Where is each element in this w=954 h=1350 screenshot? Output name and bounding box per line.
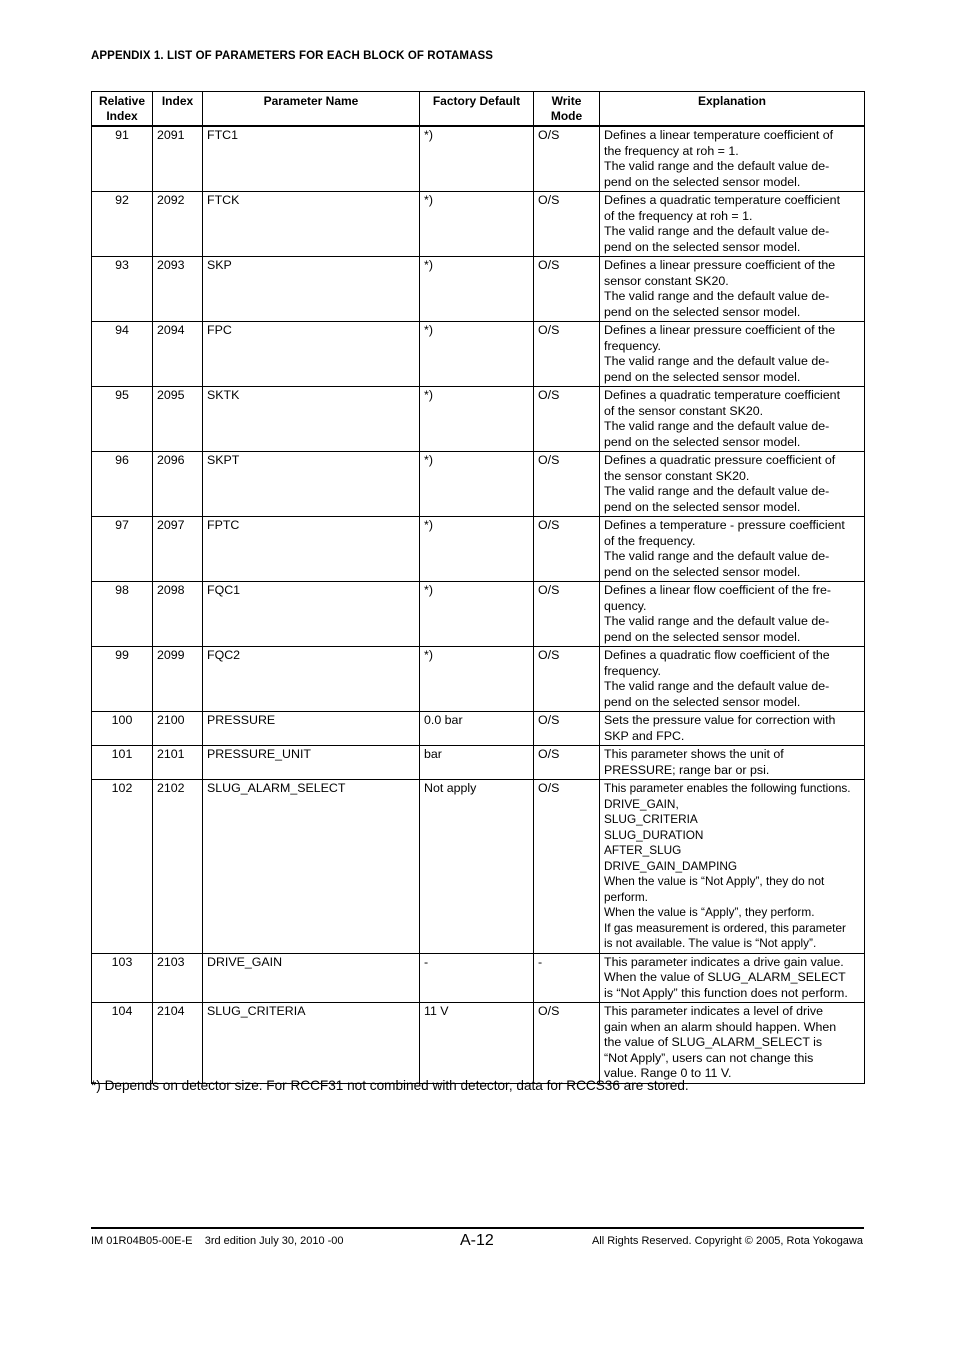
footer-divider	[91, 1227, 864, 1229]
relative-index-cell: 97	[92, 517, 153, 582]
table-row	[92, 192, 865, 257]
table-row	[92, 126, 865, 192]
relative-index-cell: 103	[92, 953, 153, 1003]
parameter-name-cell: FQC1	[203, 582, 420, 647]
factory-default-cell: *)	[420, 322, 534, 387]
factory-default-cell: -	[420, 953, 534, 1003]
write-mode-cell: O/S	[534, 780, 600, 954]
parameter-name-cell: FPTC	[203, 517, 420, 582]
factory-default-cell: Not apply	[420, 780, 534, 954]
write-mode-cell: O/S	[534, 712, 600, 746]
parameter-name-cell: SKTK	[203, 387, 420, 452]
relative-index-cell: 101	[92, 746, 153, 780]
explanation-cell: Sets the pressure value for correction with SKP and FPC.	[600, 712, 865, 746]
index-cell: 2099	[153, 647, 203, 712]
index-cell: 2102	[153, 780, 203, 954]
table-row	[92, 780, 865, 954]
table-row	[92, 517, 865, 582]
relative-index-cell: 100	[92, 712, 153, 746]
parameter-table	[91, 91, 865, 1084]
relative-index-cell: 95	[92, 387, 153, 452]
explanation-cell: Defines a linear pressure coefficient of the frequency. The valid range and the default value de- pend on the selected sensor model.	[600, 322, 865, 387]
factory-default-cell: *)	[420, 517, 534, 582]
parameter-name-cell: SKP	[203, 257, 420, 322]
footer-document-id: IM 01R04B05-00E-E 3rd edition July 30, 2010 -00	[91, 1235, 344, 1247]
explanation-cell: Defines a quadratic flow coefficient of the frequency. The valid range and the default value de- pend on the selected sensor model.	[600, 647, 865, 712]
index-cell: 2096	[153, 452, 203, 517]
explanation-cell: Defines a linear pressure coefficient of the sensor constant SK20. The valid range and the default value de- pend on the selected sensor model.	[600, 257, 865, 322]
parameter-name-cell: FTCK	[203, 192, 420, 257]
write-mode-cell: O/S	[534, 452, 600, 517]
explanation-cell: Defines a quadratic pressure coefficient of the sensor constant SK20. The valid range and the default value de- pend on the selected sensor model.	[600, 452, 865, 517]
index-cell: 2095	[153, 387, 203, 452]
factory-default-cell: *)	[420, 452, 534, 517]
table-row	[92, 322, 865, 387]
write-mode-cell: O/S	[534, 647, 600, 712]
factory-default-cell: bar	[420, 746, 534, 780]
table-header-row	[92, 92, 865, 127]
relative-index-cell: 99	[92, 647, 153, 712]
factory-default-cell: *)	[420, 257, 534, 322]
relative-index-cell: 93	[92, 257, 153, 322]
parameter-name-cell: SLUG_CRITERIA	[203, 1003, 420, 1084]
table-row	[92, 257, 865, 322]
index-cell: 2104	[153, 1003, 203, 1084]
header-parameter-name: Parameter Name	[203, 92, 420, 127]
table-row	[92, 452, 865, 517]
explanation-cell: Defines a linear temperature coefficient of the frequency at roh = 1. The valid range and the default value de- pend on the selected sensor model.	[600, 126, 865, 192]
write-mode-cell: O/S	[534, 1003, 600, 1084]
explanation-cell: This parameter enables the following functions. DRIVE_GAIN, SLUG_CRITERIA SLUG_DURATION AFTER_SLUG DRIVE_GAIN_DAMPING When the value is “Not Apply”, they do not perform. When the value is “Apply”, they perform. If gas measurement is ordered, this parameter is not available. The value is “Not apply”.	[600, 780, 865, 954]
parameter-name-cell: FQC2	[203, 647, 420, 712]
index-cell: 2101	[153, 746, 203, 780]
relative-index-cell: 98	[92, 582, 153, 647]
write-mode-cell: O/S	[534, 126, 600, 192]
index-cell: 2092	[153, 192, 203, 257]
footer-copyright: All Rights Reserved. Copyright © 2005, Rota Yokogawa	[591, 1235, 863, 1247]
write-mode-cell: O/S	[534, 517, 600, 582]
index-cell: 2091	[153, 126, 203, 192]
relative-index-cell: 92	[92, 192, 153, 257]
factory-default-cell: *)	[420, 582, 534, 647]
factory-default-cell: *)	[420, 387, 534, 452]
parameter-name-cell: DRIVE_GAIN	[203, 953, 420, 1003]
factory-default-cell: *)	[420, 192, 534, 257]
table-row	[92, 582, 865, 647]
table-row	[92, 953, 865, 1003]
footnote: *) Depends on detector size. For RCCF31 not combined with detector, data for RCCS36 are stored.	[91, 1078, 689, 1093]
parameter-name-cell: PRESSURE	[203, 712, 420, 746]
parameter-name-cell: SKPT	[203, 452, 420, 517]
write-mode-cell: O/S	[534, 387, 600, 452]
explanation-cell: Defines a temperature - pressure coefficient of the frequency. The valid range and the default value de- pend on the selected sensor model.	[600, 517, 865, 582]
table-row	[92, 387, 865, 452]
explanation-cell: Defines a quadratic temperature coefficient of the sensor constant SK20. The valid range and the default value de- pend on the selected sensor model.	[600, 387, 865, 452]
index-cell: 2097	[153, 517, 203, 582]
index-cell: 2093	[153, 257, 203, 322]
explanation-cell: This parameter indicates a drive gain value. When the value of SLUG_ALARM_SELECT is “Not Apply” this function does not perform.	[600, 953, 865, 1003]
explanation-cell: This parameter indicates a level of drive gain when an alarm should happen. When the value of SLUG_ALARM_SELECT is “Not Apply”, users can not change this value. Range 0 to 11 V.	[600, 1003, 865, 1084]
explanation-cell: Defines a linear flow coefficient of the fre- quency. The valid range and the default value de- pend on the selected sensor model.	[600, 582, 865, 647]
write-mode-cell: -	[534, 953, 600, 1003]
write-mode-cell: O/S	[534, 192, 600, 257]
write-mode-cell: O/S	[534, 257, 600, 322]
header-relative-index: Relative Index	[92, 92, 153, 127]
table-row	[92, 746, 865, 780]
header-index: Index	[153, 92, 203, 127]
relative-index-cell: 91	[92, 126, 153, 192]
factory-default-cell: 0.0 bar	[420, 712, 534, 746]
header-write-mode: Write Mode	[534, 92, 600, 127]
index-cell: 2098	[153, 582, 203, 647]
parameter-name-cell: FTC1	[203, 126, 420, 192]
parameter-name-cell: FPC	[203, 322, 420, 387]
factory-default-cell: *)	[420, 126, 534, 192]
explanation-cell: This parameter shows the unit of PRESSURE; range bar or psi.	[600, 746, 865, 780]
header-factory-default: Factory Default	[420, 92, 534, 127]
index-cell: 2100	[153, 712, 203, 746]
table-row	[92, 647, 865, 712]
parameter-name-cell: SLUG_ALARM_SELECT	[203, 780, 420, 954]
relative-index-cell: 94	[92, 322, 153, 387]
parameter-name-cell: PRESSURE_UNIT	[203, 746, 420, 780]
relative-index-cell: 104	[92, 1003, 153, 1084]
factory-default-cell: *)	[420, 647, 534, 712]
index-cell: 2103	[153, 953, 203, 1003]
write-mode-cell: O/S	[534, 582, 600, 647]
explanation-cell: Defines a quadratic temperature coefficient of the frequency at roh = 1. The valid range and the default value de- pend on the selected sensor model.	[600, 192, 865, 257]
write-mode-cell: O/S	[534, 322, 600, 387]
relative-index-cell: 102	[92, 780, 153, 954]
factory-default-cell: 11 V	[420, 1003, 534, 1084]
page-number: A-12	[460, 1232, 494, 1249]
write-mode-cell: O/S	[534, 746, 600, 780]
table-row	[92, 1003, 865, 1084]
index-cell: 2094	[153, 322, 203, 387]
header-explanation: Explanation	[600, 92, 865, 127]
table-row	[92, 712, 865, 746]
relative-index-cell: 96	[92, 452, 153, 517]
page-heading: APPENDIX 1. LIST OF PARAMETERS FOR EACH BLOCK OF ROTAMASS	[91, 50, 494, 62]
